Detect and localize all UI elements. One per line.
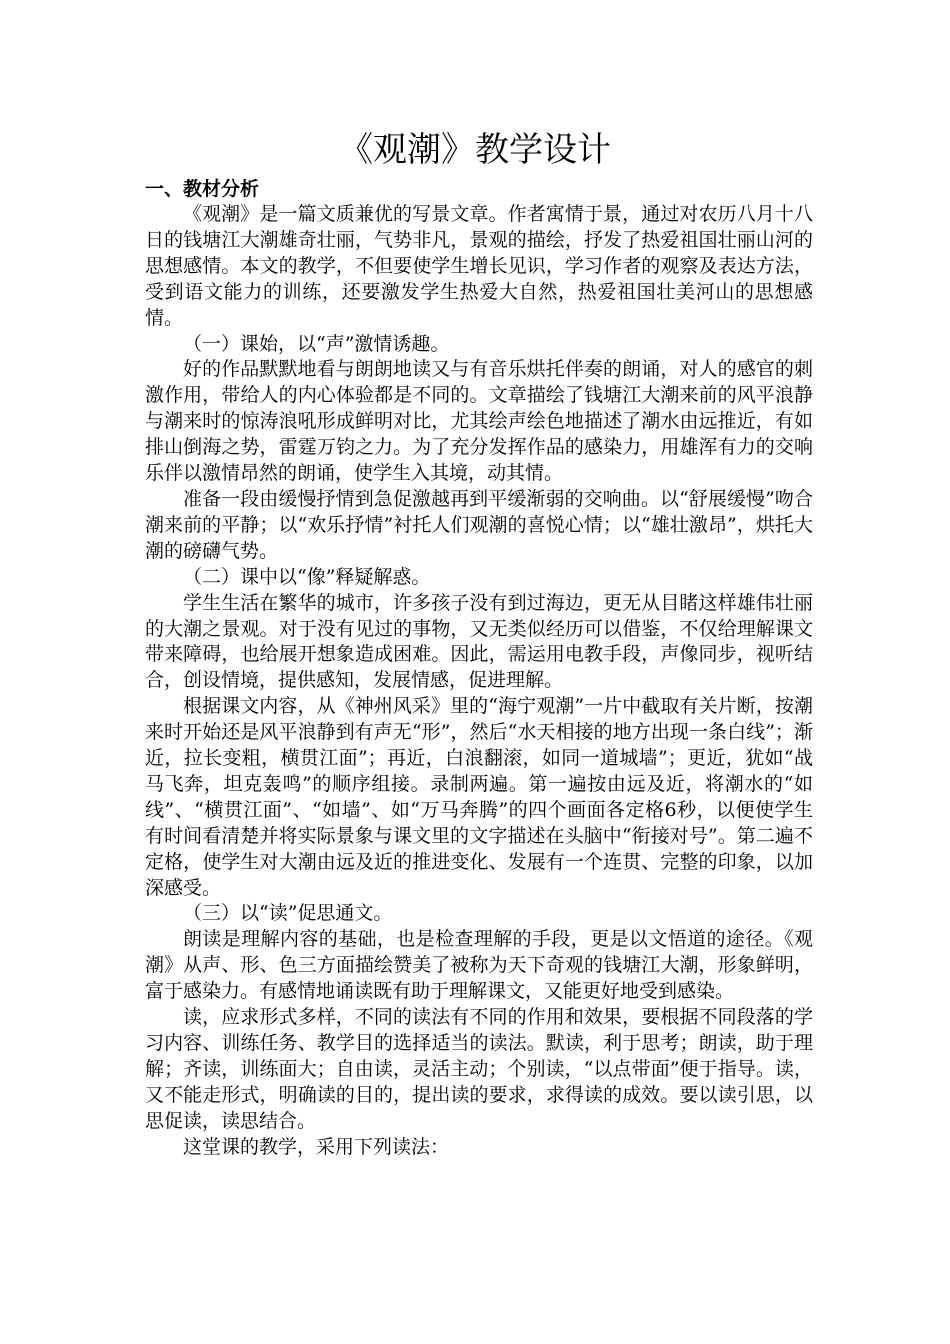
paragraph-image-1: 学生生活在繁华的城市，许多孩子没有到过海边，更无从目睹这样雄伟壮丽的大潮之景观。对于没有见过的事物，又无类似经历可以借鉴，不仅给理解课文带来障碍，也给展开想象造成困难。因此，需运用电教手段，声像同步，视听结合，创设情境，提供感知，发展情感，促进理解。	[145, 591, 813, 692]
subheading-sound: （一）课始，以“声”激情诱趣。	[183, 332, 450, 355]
paragraph-sound-1: 好的作品默默地看与朗朗地读又与有音乐烘托伴奏的朗诵，对人的感官的刺激作用，带给人的内心体验都是不同的。文章描绘了钱塘江大潮来前的风平浪静与潮来时的惊涛浪吼形成鲜明对比，尤其绘声绘色地描述了潮水由远推近，有如排山倒海之势，雷霆万钧之力。为了充分发挥作品的感染力，用雄浑有力的交响乐伴以激情昂然的朗诵，使学生入其境，动其情。	[145, 358, 813, 485]
paragraph-image-2: 根据课文内容，从《神州风采》里的“海宁观潮”一片中截取有关片断，按潮来时开始还是风平浪静到有声无“形”，然后“水天相接的地方出现一条白线”；渐近，拉长变粗，横贯江面”；再近，白浪翻滚，如同一道城墙”；更近，犹如“战马飞奔，坦克轰鸣”的顺序组接。录制两遍。第一遍按由远及近，将潮水的“如线”、“横贯江面”、“如墙”、如“万马奔腾”的四个画面各定格6秒，以便使学生有时间看清楚并将实际景象与课文里的文字描述在头脑中“衔接对号”。第二遍不定格，使学生对大潮由远及近的推进变化、发展有一个连贯、完整的印象，以加深感受。	[145, 695, 813, 899]
paragraph-intro: 《观潮》是一篇文质兼优的写景文章。作者寓情于景，通过对农历八月十八日的钱塘江大潮雄奇壮丽，气势非凡，景观的描绘，抒发了热爱祖国壮丽山河的思想感情。本文的教学，不但要使学生增长见识，学习作者的观察及表达方法，受到语文能力的训练，还要激发学生热爱大自然，热爱祖国壮美河山的思想感情。	[145, 203, 813, 329]
document-body	[145, 176, 813, 1161]
subheading-reading: （三）以“读”促思通文。	[183, 902, 393, 925]
paragraph-sound-2: 准备一段由缓慢抒情到急促激越再到平缓渐弱的交响曲。以“舒展缓慢”吻合潮来前的平静；以“欢乐抒情”衬托人们观潮的喜悦心情；以“雄壮激昂”，烘托大潮的磅礴气势。	[145, 487, 813, 562]
document-title: 《观潮》教学设计	[339, 130, 611, 170]
paragraph-reading-3: 这堂课的教学，采用下列读法：	[183, 1135, 450, 1158]
paragraph-reading-2: 读，应求形式多样，不同的读法有不同的作用和效果，要根据不同段落的学习内容、训练任务、教学目的选择适当的读法。默读，利于思考；朗读，助于理解；齐读，训练面大；自由读，灵活主动；个别读，“以点带面”便于指导。读，又不能走形式，明确读的目的，提出读的要求，求得读的成效。要以读引思，以思促读，读思结合。	[145, 1006, 813, 1132]
section-heading: 一、教材分析	[145, 178, 260, 200]
subheading-image: （二）课中以“像”释疑解惑。	[183, 565, 431, 588]
paragraph-reading-1: 朗读是理解内容的基础，也是检查理解的手段，更是以文悟道的途径。《观潮》从声、形、色三方面描绘赞美了被称为天下奇观的钱塘江大潮，形象鲜明，富于感染力。有感情地诵读既有助于理解课文，又能更好地受到感染。	[145, 928, 813, 1003]
